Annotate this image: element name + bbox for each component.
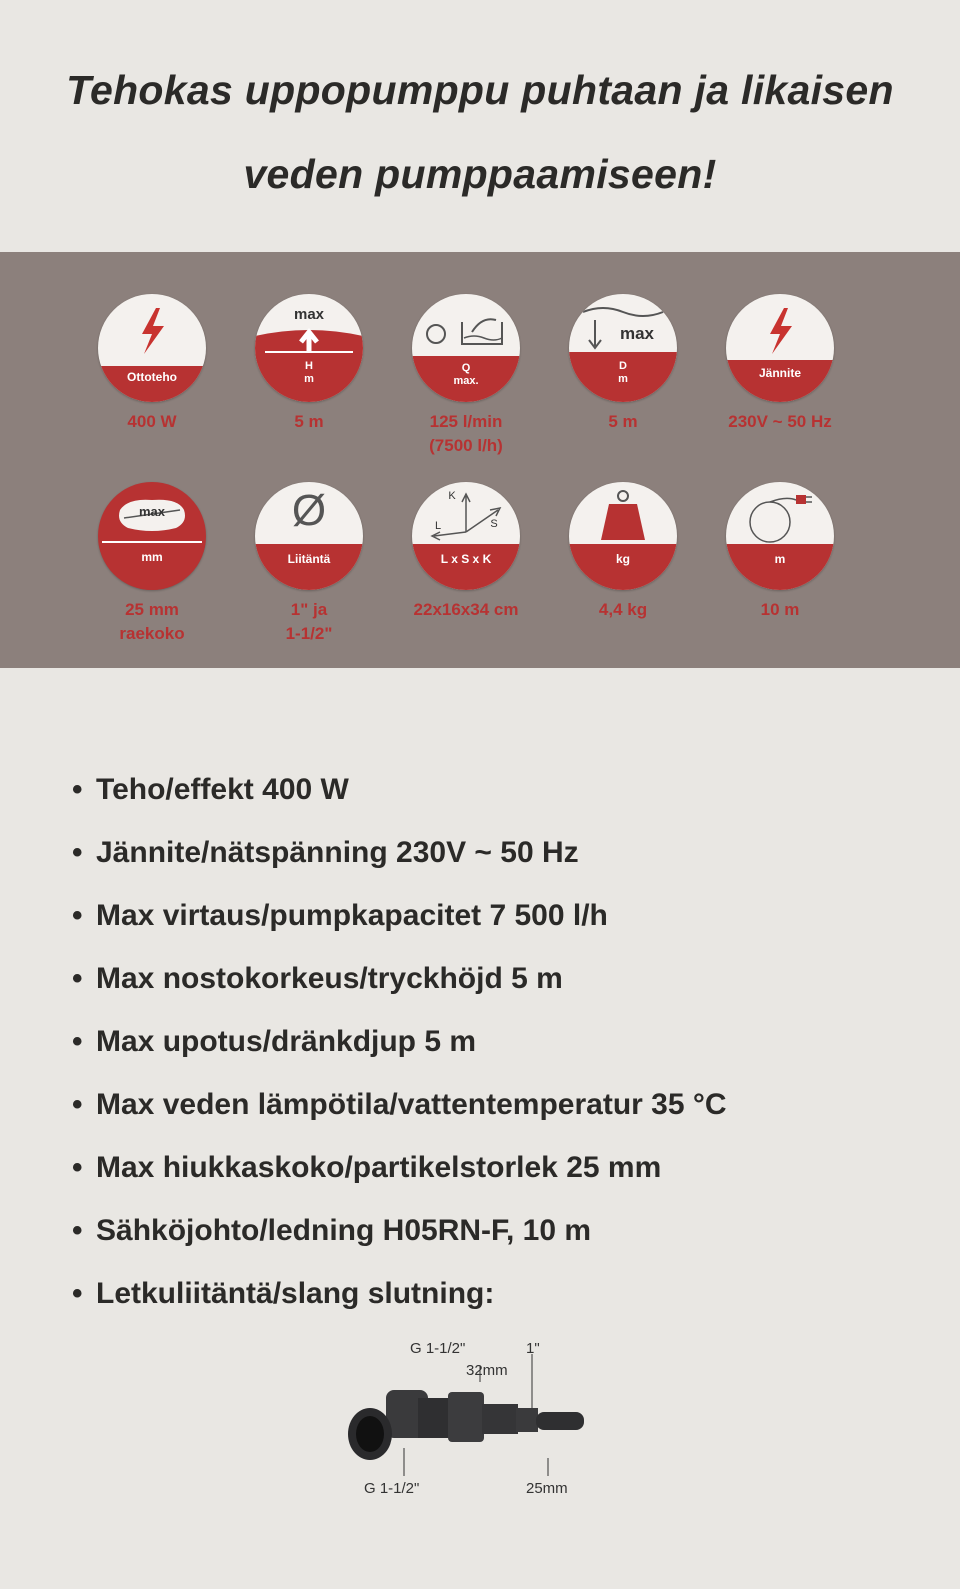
spec-flow <box>391 294 541 458</box>
list-item: • Max upotus/dränkdjup 5 m <box>72 1025 477 1058</box>
headline-line-1: Tehokas uppopumppu puhtaan ja likaisen <box>66 67 894 113</box>
list-item: • Max hiukkaskoko/partikelstorlek 25 mm <box>72 1151 662 1184</box>
fitting-label-bottom-left: G 1-1/2" <box>364 1480 420 1497</box>
spec-caption: Ottoteho <box>127 370 177 384</box>
list-item: • Teho/effekt 400 W <box>72 773 349 806</box>
spec-caption: D <box>619 360 627 372</box>
particle-size-icon <box>98 482 206 590</box>
spec-cable <box>705 482 855 622</box>
max-depth-icon <box>569 294 677 402</box>
spec-value: 125 l/min (7500 l/h) <box>429 412 503 455</box>
spec-caption-top: max <box>138 504 166 519</box>
spec-value: 400 W <box>127 412 177 431</box>
spec-caption-top: Ø <box>291 486 327 535</box>
list-item: • Letkuliitäntä/slang slutning: <box>72 1277 495 1310</box>
weight-icon <box>569 482 677 590</box>
spec-connection <box>234 482 384 646</box>
spec-dimensions <box>391 482 541 622</box>
spec-axis-label-s: S <box>490 518 498 530</box>
spec-icon-band <box>0 252 960 668</box>
hose-fitting-diagram <box>330 1340 630 1545</box>
spec-caption-top: max <box>619 324 655 343</box>
spec-caption: m <box>774 552 786 566</box>
feature-list <box>72 770 727 1337</box>
list-item: • Max nostokorkeus/tryckhöjd 5 m <box>72 962 563 995</box>
headline-line-2: veden pumppaamiseen! <box>243 151 717 197</box>
cable-plug-icon <box>726 482 834 590</box>
list-item: • Max virtaus/pumpkapacitet 7 500 l/h <box>72 899 608 932</box>
spec-caption: H <box>305 360 313 372</box>
spec-caption: L x S x K <box>440 552 492 566</box>
spec-caption: kg <box>615 552 630 566</box>
spec-value: 22x16x34 cm <box>413 600 519 619</box>
fitting-label-top-right: 1" <box>526 1340 540 1357</box>
max-height-icon <box>255 294 363 402</box>
dimensions-axes-icon <box>412 482 520 590</box>
spec-caption: Liitäntä <box>287 552 331 566</box>
spec-voltage <box>705 294 855 434</box>
spec-caption-unit: max. <box>453 375 479 387</box>
fitting-label-top-left: G 1-1/2" <box>410 1340 466 1357</box>
fitting-label-bottom-right: 25mm <box>526 1480 568 1497</box>
lightning-icon <box>98 294 206 402</box>
spec-max-depth <box>548 294 698 434</box>
spec-power <box>77 294 227 434</box>
spec-value: 25 mm raekoko <box>119 600 185 643</box>
spec-caption-top: max <box>293 306 325 323</box>
spec-caption: Jännite <box>758 366 801 380</box>
spec-caption-unit: m <box>618 373 628 385</box>
spec-caption: Q <box>461 362 471 374</box>
spec-weight <box>548 482 698 622</box>
spec-value: 5 m <box>608 412 638 431</box>
list-item: • Jännite/nätspänning 230V ~ 50 Hz <box>72 836 579 869</box>
spec-value: 4,4 kg <box>598 600 648 619</box>
spec-value: 10 m <box>760 600 800 619</box>
spec-value: 230V ~ 50 Hz <box>728 412 832 431</box>
spec-max-head <box>234 294 384 434</box>
spec-axis-label-k: K <box>448 490 456 502</box>
spec-caption: mm <box>141 550 163 564</box>
flow-rate-icon <box>412 294 520 402</box>
fitting-label-middle: 32mm <box>466 1362 508 1379</box>
spec-particle <box>77 482 227 646</box>
spec-value: 5 m <box>294 412 324 431</box>
spec-caption-unit: m <box>304 373 314 385</box>
list-item: • Max veden lämpötila/vattentemperatur 35 °C <box>72 1088 727 1121</box>
spec-axis-label-l: L <box>434 520 442 532</box>
diameter-icon <box>255 482 363 590</box>
headline <box>0 48 960 216</box>
spec-value: 1" ja 1-1/2" <box>285 600 333 643</box>
list-item: • Sähköjohto/ledning H05RN-F, 10 m <box>72 1214 592 1247</box>
voltage-lightning-icon <box>726 294 834 402</box>
